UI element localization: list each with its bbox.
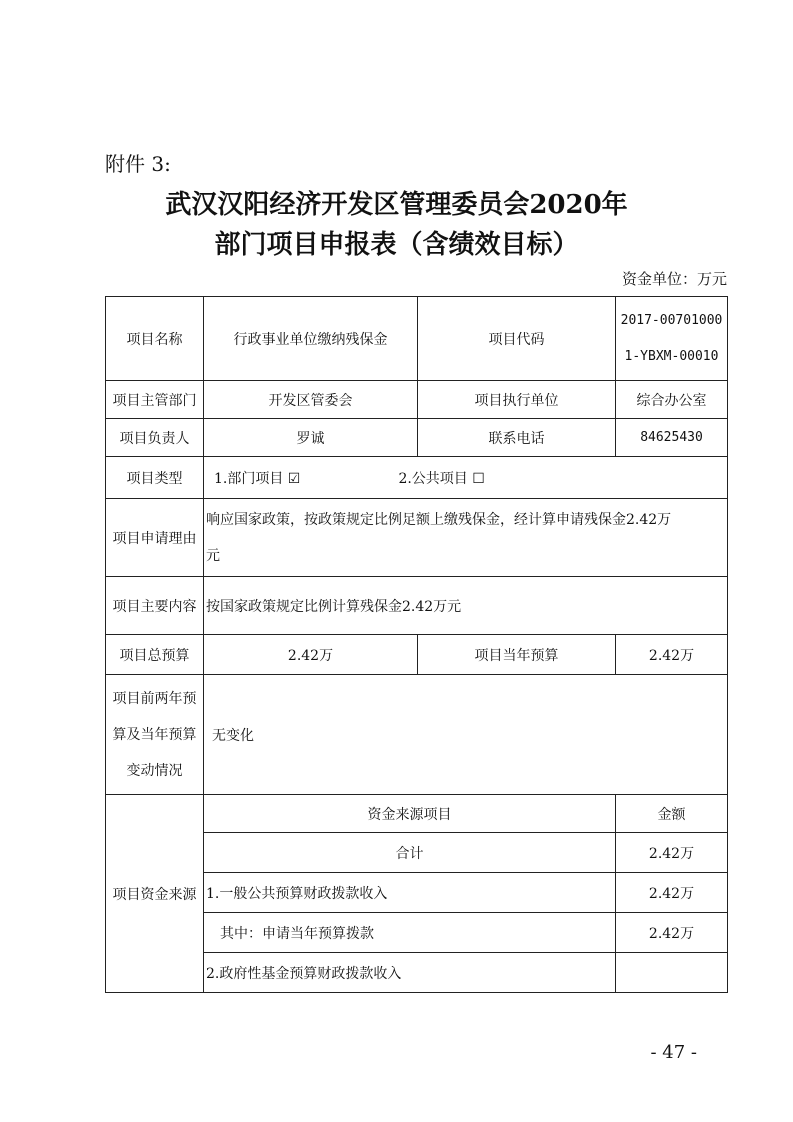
project-code-label: 项目代码 bbox=[418, 297, 616, 381]
type-option-public: 2.公共项目 ☐ bbox=[398, 470, 485, 487]
table-row bbox=[106, 499, 728, 577]
content-label: 项目主要内容 bbox=[106, 577, 204, 635]
exec-unit-label: 项目执行单位 bbox=[418, 381, 616, 419]
content-value: 按国家政策规定比例计算残保金2.42万元 bbox=[204, 577, 728, 635]
of-which-label: 其中：申请当年预算拨款 bbox=[204, 913, 616, 953]
fund-source-label: 项目资金来源 bbox=[106, 795, 204, 993]
lead-value: 罗诚 bbox=[204, 419, 418, 457]
year-budget-value: 2.42万 bbox=[616, 635, 728, 675]
budget-change-value: 无变化 bbox=[204, 675, 728, 795]
reason-value bbox=[204, 499, 728, 577]
page-number: - 47 - bbox=[650, 1042, 697, 1063]
fund-budget-label: 2.政府性基金预算财政拨款收入 bbox=[204, 953, 616, 993]
budget-change-label-line3: 变动情况 bbox=[126, 762, 183, 779]
project-code-line1: 2017-00701000 bbox=[620, 312, 723, 328]
project-application-table bbox=[105, 296, 728, 993]
phone-value: 84625430 bbox=[616, 419, 728, 457]
total-budget-label: 项目总预算 bbox=[106, 635, 204, 675]
sum-label: 合计 bbox=[204, 833, 616, 873]
table-row bbox=[106, 297, 728, 381]
general-budget-value: 2.42万 bbox=[616, 873, 728, 913]
type-label: 项目类型 bbox=[106, 457, 204, 499]
lead-label: 项目负责人 bbox=[106, 419, 204, 457]
project-code-line2: 1-YBXM-00010 bbox=[624, 348, 719, 364]
sum-value: 2.42万 bbox=[616, 833, 728, 873]
project-code-value bbox=[616, 297, 728, 381]
total-budget-value: 2.42万 bbox=[204, 635, 418, 675]
amount-header: 金额 bbox=[616, 795, 728, 833]
type-options bbox=[204, 457, 728, 499]
table-row bbox=[106, 795, 728, 833]
fund-budget-value bbox=[616, 953, 728, 993]
table-row bbox=[106, 577, 728, 635]
budget-change-label bbox=[106, 675, 204, 795]
type-option-department: 1.部门项目 ☑ bbox=[214, 470, 301, 487]
project-name-label: 项目名称 bbox=[106, 297, 204, 381]
table-row bbox=[106, 381, 728, 419]
year-budget-label: 项目当年预算 bbox=[418, 635, 616, 675]
document-title: 武汉汉阳经济开发区管理委员会2020年 bbox=[165, 190, 628, 220]
table-row bbox=[106, 419, 728, 457]
project-name-value: 行政事业单位缴纳残保金 bbox=[204, 297, 418, 381]
table-row bbox=[106, 635, 728, 675]
of-which-value: 2.42万 bbox=[616, 913, 728, 953]
table-row bbox=[106, 675, 728, 795]
reason-label: 项目申请理由 bbox=[106, 499, 204, 577]
table-row bbox=[106, 457, 728, 499]
budget-change-label-line1: 项目前两年预 bbox=[112, 690, 197, 707]
exec-unit-value: 综合办公室 bbox=[616, 381, 728, 419]
general-budget-label: 1.一般公共预算财政拨款收入 bbox=[204, 873, 616, 913]
document-subtitle: 部门项目申报表（含绩效目标） bbox=[214, 230, 579, 260]
budget-change-label-line2: 算及当年预算 bbox=[112, 726, 197, 743]
attachment-label: 附件 3: bbox=[105, 152, 171, 176]
reason-line2: 元 bbox=[206, 547, 220, 564]
dept-value: 开发区管委会 bbox=[204, 381, 418, 419]
reason-line1: 响应国家政策，按政策规定比例足额上缴残保金，经计算申请残保金2.42万 bbox=[206, 511, 672, 528]
fund-source-header: 资金来源项目 bbox=[204, 795, 616, 833]
currency-unit: 资金单位：万元 bbox=[621, 270, 727, 288]
phone-label: 联系电话 bbox=[418, 419, 616, 457]
dept-label: 项目主管部门 bbox=[106, 381, 204, 419]
